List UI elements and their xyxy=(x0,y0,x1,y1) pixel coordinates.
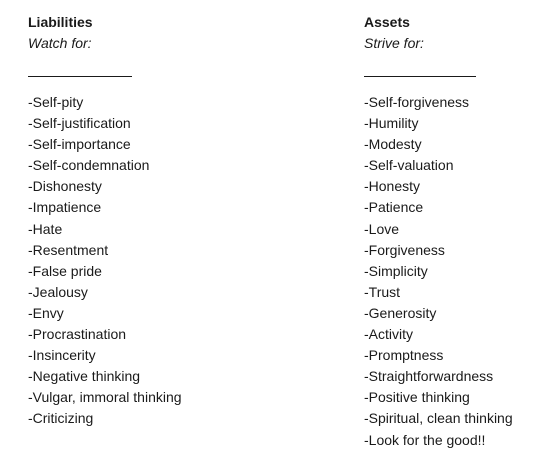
liability-item: -Envy xyxy=(28,304,64,321)
asset-item: -Self-valuation xyxy=(364,157,454,174)
asset-item: -Honesty xyxy=(364,178,421,195)
liability-item: -Self-justification xyxy=(28,115,131,132)
asset-item: -Spiritual, clean thinking xyxy=(364,410,513,427)
liability-item: -Vulgar, immoral thinking xyxy=(28,389,182,406)
liability-item: -Self-pity xyxy=(28,94,84,110)
asset-item: -Humility xyxy=(364,115,419,132)
liability-item: -Resentment xyxy=(28,241,109,258)
liability-item: -Self-importance xyxy=(28,136,131,153)
liability-item: -Insincerity xyxy=(28,347,96,364)
asset-item: -Patience xyxy=(364,199,424,216)
asset-item: -Self-forgiveness xyxy=(364,94,470,110)
asset-item: -Look for the good!! xyxy=(364,431,486,448)
liability-item: -Self-condemnation xyxy=(28,157,150,174)
assets-column xyxy=(364,12,513,451)
liabilities-list xyxy=(28,92,182,430)
asset-item: -Modesty xyxy=(364,136,422,153)
liability-item: -Jealousy xyxy=(28,283,88,300)
asset-item: -Simplicity xyxy=(364,262,428,279)
liability-item: -Impatience xyxy=(28,199,102,216)
liability-item: -Criticizing xyxy=(28,410,94,427)
asset-item: -Love xyxy=(364,220,400,237)
liability-item: -Procrastination xyxy=(28,326,127,343)
liability-item: -Hate xyxy=(28,220,63,237)
asset-item: -Activity xyxy=(364,326,413,343)
liabilities-underline xyxy=(28,60,132,77)
liability-item: -Dishonesty xyxy=(28,178,102,195)
asset-item: -Forgiveness xyxy=(364,241,445,258)
liabilities-column xyxy=(28,12,182,430)
asset-item: -Straightforwardness xyxy=(364,368,494,385)
assets-list xyxy=(364,92,513,451)
asset-item: -Trust xyxy=(364,283,401,300)
asset-item: -Promptness xyxy=(364,347,444,364)
liabilities-heading: Liabilities xyxy=(28,14,93,30)
assets-heading: Assets xyxy=(364,14,410,30)
asset-item: -Generosity xyxy=(364,304,437,321)
assets-subheading: Strive for: xyxy=(364,35,424,51)
liability-item: -Negative thinking xyxy=(28,368,141,385)
liabilities-subheading: Watch for: xyxy=(28,35,92,51)
assets-underline xyxy=(364,60,476,77)
asset-item: -Positive thinking xyxy=(364,389,470,406)
liability-item: -False pride xyxy=(28,262,102,279)
